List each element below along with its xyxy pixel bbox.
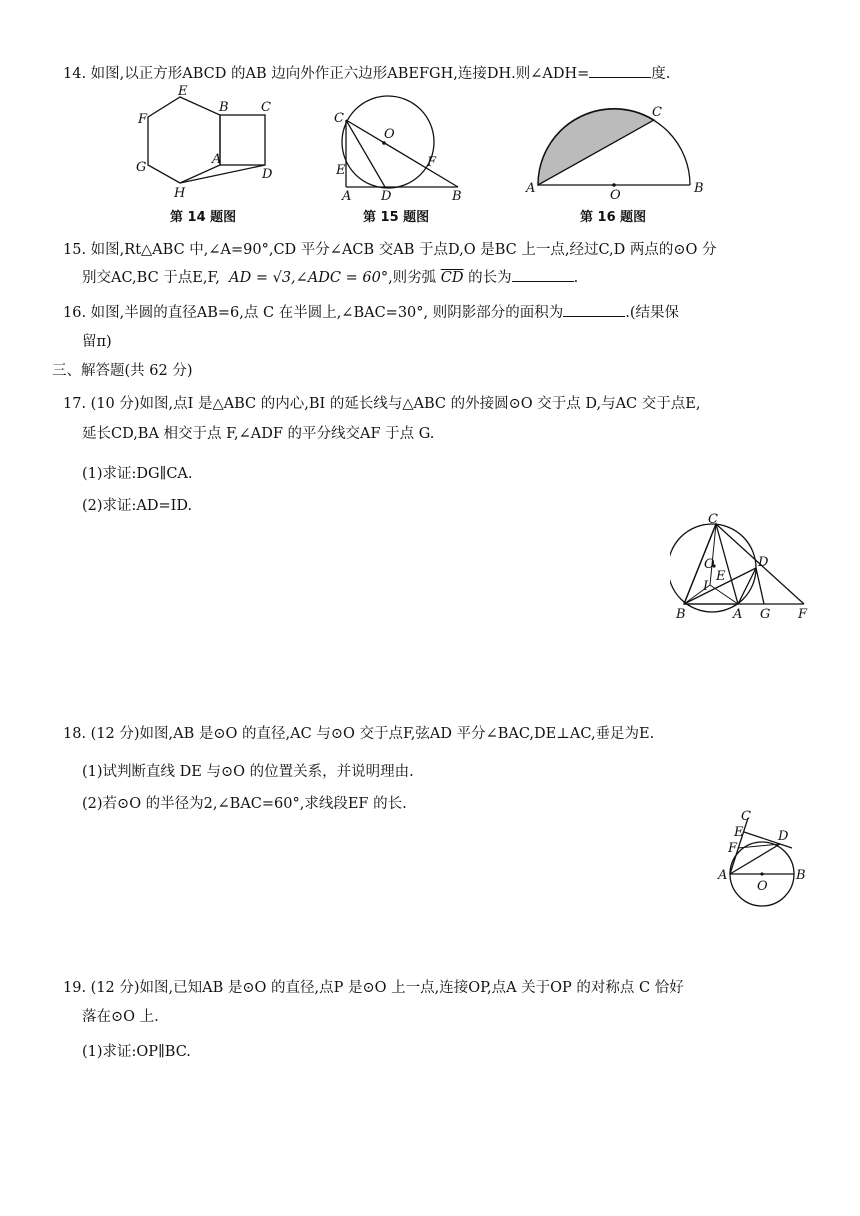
q14-blank <box>589 63 651 78</box>
fig18-label-a: A <box>718 868 728 883</box>
section-title: 三、解答题(共 62 分) <box>52 363 193 379</box>
fig15-label-d: D <box>381 189 392 204</box>
fig16-label-c: C <box>652 105 662 120</box>
q17-line2: 延长CD,BA 相交于点 F,∠ADF 的平分线交AF 于点 G. <box>82 426 435 442</box>
fig15-label-o: O <box>384 127 395 142</box>
fig17-label-i: I <box>703 579 709 594</box>
fig17-label-f: F <box>798 607 808 622</box>
fig17-label-a: A <box>733 607 743 622</box>
q17-sub1: (1)求证:DG∥CA. <box>82 466 193 482</box>
figure-17 <box>670 510 815 622</box>
fig14-label-d: D <box>262 167 273 182</box>
fig15-label-c: C <box>334 111 344 126</box>
fig17-label-o: O <box>704 557 715 572</box>
fig14-label-a: A <box>212 152 222 167</box>
fig14-caption: 第 14 题图 <box>170 210 237 225</box>
q17-line1: 17. (10 分)如图,点I 是△ABC 的内心,BI 的延长线与△ABC 的外接圆⊙O 交于点 D,与AC 交于点E, <box>63 396 701 412</box>
fig16-caption: 第 16 题图 <box>580 210 647 225</box>
fig17-label-e: E <box>716 569 726 584</box>
q17-sub2: (2)求证:AD=ID. <box>82 498 193 514</box>
q19-sub1: (1)求证:OP∥BC. <box>82 1044 191 1060</box>
fig18-label-o: O <box>757 879 768 894</box>
fig18-label-d: D <box>778 829 789 844</box>
fig15-label-b: B <box>452 189 462 204</box>
q18-sub1: (1)试判断直线 DE 与⊙O 的位置关系，并说明理由. <box>82 764 414 780</box>
q16-line1: 16. 如图,半圆的直径AB=6,点 C 在半圆上,∠BAC=30°, 则阴影部分的面积为 .(结果保 <box>63 301 679 322</box>
figure-16 <box>520 100 710 200</box>
fig16-label-b: B <box>694 181 704 196</box>
fig16-label-a: A <box>526 181 536 196</box>
figure-14 <box>130 85 280 205</box>
q14-text: 14. 如图,以正方形ABCD 的AB 边向外作正六边形ABEFGH,连接DH.则∠ADH= 度. <box>63 62 670 83</box>
fig15-label-a: A <box>342 189 352 204</box>
fig14-label-f: F <box>138 112 148 127</box>
fig17-label-c: C <box>708 512 718 527</box>
q15-line1: 15. 如图,Rt△ABC 中,∠A=90°,CD 平分∠ACB 交AB 于点D,O 是BC 上一点,经过C,D 两点的⊙O 分 <box>63 242 717 258</box>
fig14-label-b: B <box>219 100 229 115</box>
fig18-label-b: B <box>796 868 806 883</box>
fig14-label-e: E <box>178 85 188 99</box>
fig18-label-e: E <box>734 825 744 840</box>
q16-line2: 留π) <box>82 334 112 350</box>
fig17-label-d: D <box>758 555 769 570</box>
figure-18 <box>716 808 816 912</box>
q19-line1: 19. (12 分)如图,已知AB 是⊙O 的直径,点P 是⊙O 上一点,连接OP,点A 关于OP 的对称点 C 恰好 <box>63 980 684 996</box>
q15-line2: 别交AC,BC 于点E,F, AD = √3,∠ADC = 60°,则劣弧 $\overline{CD}$ 的长为 . <box>82 266 578 287</box>
fig15-label-e: E <box>336 163 346 178</box>
q19-line2: 落在⊙O 上. <box>82 1009 159 1025</box>
fig15-label-f: F <box>427 155 437 170</box>
fig15-caption: 第 15 题图 <box>363 210 430 225</box>
figure-15 <box>332 92 467 204</box>
fig14-label-c: C <box>261 100 271 115</box>
q18-sub2: (2)若⊙O 的半径为2,∠BAC=60°,求线段EF 的长. <box>82 796 407 812</box>
q18-line1: 18. (12 分)如图,AB 是⊙O 的直径,AC 与⊙O 交于点F,弦AD 平分∠BAC,DE⊥AC,垂足为E. <box>63 726 655 742</box>
fig18-label-f: F <box>728 841 738 856</box>
fig14-label-h: H <box>174 186 186 201</box>
fig17-label-g: G <box>760 607 771 622</box>
fig16-label-o: O <box>610 188 621 200</box>
fig18-label-c: C <box>741 809 751 824</box>
fig14-label-g: G <box>136 160 147 175</box>
fig17-label-b: B <box>676 607 686 622</box>
